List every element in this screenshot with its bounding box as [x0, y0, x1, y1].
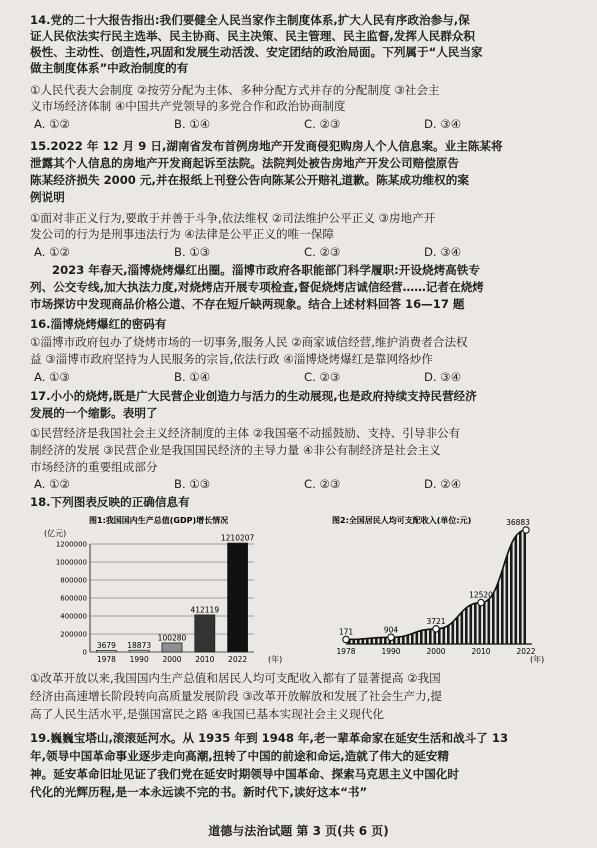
income-point [343, 636, 349, 642]
q16-option-b[interactable]: B. ①④ [174, 370, 211, 384]
gdp-y-tick-label: 1200000 [55, 540, 87, 549]
gdp-y-tick-label: 200000 [60, 630, 87, 639]
material-line-1: 2023 年春天,淄博烧烤爆红出圈。淄博市政府各职能部门科学履职:开设烧烤高铁专 [52, 263, 480, 277]
q16-line-1: 16.淄博烧烤爆红的密码有 [30, 317, 167, 331]
income-value-label: 171 [338, 627, 354, 637]
q17-line-3: ①民营经济是我国社会主义经济制度的主体 ②我国毫不动摇鼓励、支持、引导非公有 [30, 426, 461, 440]
q14-option-b[interactable]: B. ①④ [174, 117, 211, 131]
gdp-bar [195, 615, 215, 652]
q14-line-2: 证人民依法实行民主选举、民主协商、民主决策、民主管理、民主监督,发挥人民群众积 [30, 29, 475, 43]
income-point [433, 626, 439, 632]
gdp-bar [162, 643, 182, 652]
q15-line-2: 泄露其个人信息的房地产开发商起诉至法院。法院判处被告房地产开发公司赔偿原告 [30, 156, 459, 170]
q15-line-5: ①面对非正义行为,要敢于并善于斗争,依法维权 ②司法维护公平正义 ③房地产开 [30, 211, 436, 225]
gdp-y-tick-label: 1000000 [55, 558, 87, 567]
gdp-value-label: 3679 [96, 641, 116, 650]
income-x-tick-label: 2022 [516, 647, 536, 656]
material-line-3: 市场探访中发现商品价格公道、不存在短斤缺两现象。结合上述材料回答 16—17 题 [30, 297, 465, 311]
q14-option-a[interactable]: A. ①② [34, 117, 70, 131]
income-value-label: 3721 [426, 616, 446, 626]
q17-line-1: 17.小小的烧烤,既是广大民营企业创造力与活力的生动展现,也是政府持续支持民营经济 [30, 389, 477, 403]
gdp-bar [228, 543, 248, 652]
q16-option-c[interactable]: C. ②③ [304, 370, 341, 384]
gdp-x-tick-label: 2022 [228, 655, 248, 664]
income-x-tick-label: 1990 [381, 647, 401, 656]
gdp-y-tick-label: 600000 [60, 594, 87, 603]
q15-option-a[interactable]: A. ①② [34, 245, 70, 259]
q16-option-d[interactable]: D. ③④ [424, 370, 462, 384]
gdp-value-label: 18873 [127, 640, 152, 650]
q15-line-3: 陈某经济损失 2000 元,并在报纸上刊登公告向陈某公开赔礼道歉。陈某成功维权的案 [30, 173, 469, 187]
q18-line-1: ①改革开放以来,我国国内生产总值和居民人均可支配收入都有了显著提高 ②我国 [30, 671, 441, 685]
q15-options [34, 244, 574, 260]
q14-options [34, 116, 574, 132]
q14-option-c[interactable]: C. ②③ [304, 117, 341, 131]
q17-option-c[interactable]: C. ②③ [304, 477, 341, 491]
q17-line-2: 发展的一个缩影。表明了 [30, 406, 158, 420]
gdp-y-tick-label: 400000 [60, 612, 87, 621]
q14-option-d[interactable]: D. ③④ [424, 117, 462, 131]
q16-option-a[interactable]: A. ①③ [34, 370, 70, 384]
income-chart-title: 图2:全国居民人均可支配收入(单位:元) [332, 516, 472, 525]
q19-line-4: 代化的光辉历程,是一本永远读不完的书。新时代下,读好这本“书” [30, 785, 368, 799]
gdp-value-label: 412119 [190, 605, 220, 615]
q18-line-2: 经济由高速增长阶段转向高质量发展阶段 ③改革开放解放和发展了社会生产力,提 [30, 689, 442, 703]
income-x-axis [336, 647, 535, 656]
page-footer: 道德与法治试题 第 3 页(共 6 页) [208, 824, 389, 838]
gdp-y-tick-label: 0 [82, 648, 87, 657]
q17-option-b[interactable]: B. ①③ [174, 477, 211, 491]
gdp-x-axis [97, 655, 248, 664]
income-x-unit-label: (年) [530, 655, 545, 664]
q15-line-1: 15.2022 年 12 月 9 日,湖南省发布首例房地产开发商侵犯购房人个人信息案。业主陈某将 [30, 139, 503, 153]
income-value-label: 12520 [469, 590, 493, 600]
gdp-y-unit-label: (亿元) [44, 529, 67, 538]
income-point [478, 599, 484, 605]
income-value-label: 36883 [506, 518, 530, 527]
gdp-chart-title: 图1:我国国内生产总值(GDP)增长情况 [89, 516, 229, 525]
q16-options [34, 369, 574, 385]
q18-stem: 18.下列图表反映的正确信息有 [30, 495, 190, 509]
gdp-value-label: 100280 [157, 633, 187, 643]
income-x-tick-label: 2010 [471, 647, 491, 656]
gdp-x-tick-label: 2010 [195, 655, 215, 664]
q19-line-3: 神。延安革命旧址见证了我们党在延安时期领导中国革命、探索马克思主义中国化时 [30, 767, 459, 781]
income-x-tick-label: 2000 [426, 647, 446, 656]
q14-line-3: 极性、主动性、创造性,巩固和发展生动活泼、安定团结的政治局面。下列属于“人民当家 [30, 45, 483, 59]
q19-line-2: 年,领导中国革命事业逐步走向高潮,扭转了中国的前途和命运,造就了伟大的延安精 [30, 749, 449, 763]
gdp-y-axis [56, 541, 87, 657]
income-area-chart [330, 512, 580, 668]
gdp-x-tick-label: 1978 [96, 655, 116, 664]
q14-line-6: 义市场经济体制 ④中国共产党领导的多党合作和政治协商制度 [30, 99, 346, 113]
gdp-y-tick-label: 800000 [60, 576, 87, 585]
q14-line-1: 14.党的二十大报告指出:我们要健全人民当家作主制度体系,扩大人民有序政治参与,保 [30, 13, 470, 27]
income-x-tick-label: 1978 [336, 647, 356, 656]
q15-option-c[interactable]: C. ②③ [304, 245, 341, 259]
q17-line-4: 制经济的发展 ③民营企业是我国国民经济的主导力量 ④非公有制经济是社会主义 [30, 443, 441, 457]
q17-line-5: 市场经济的重要组成部分 [30, 460, 158, 474]
gdp-x-unit-label: (年) [268, 655, 283, 664]
q15-option-d[interactable]: D. ③④ [424, 245, 462, 259]
income-value-label: 904 [383, 625, 399, 635]
gdp-x-tick-label: 2000 [162, 655, 182, 664]
material-line-2: 列、公交专线,加大执法力度,对烧烤店开展专项检查,督促烧烤店诚信经营……记者在烧烤 [30, 280, 484, 294]
q18-line-3: 高了人民生活水平,是强国富民之路 ④我国已基本实现社会主义现代化 [30, 707, 384, 721]
gdp-bar-chart [44, 512, 306, 668]
q16-line-3: 益 ③淄博市政府坚持为人民服务的宗旨,依法行政 ④淄博烧烤爆红是靠网络炒作 [30, 352, 433, 366]
q14-line-4: 做主制度体系”中政治制度的有 [30, 61, 189, 75]
q15-line-4: 例说明 [30, 190, 65, 204]
income-point [388, 634, 394, 640]
q17-option-d[interactable]: D. ②④ [424, 477, 462, 491]
q19-line-1: 19.巍巍宝塔山,滚滚延河水。从 1935 年到 1948 年,老一辈革命家在延安生活和战斗了 13 [30, 731, 509, 745]
q16-line-2: ①淄博市政府包办了烧烤市场的一切事务,服务人民 ②商家诚信经营,维护消费者合法权 [30, 335, 468, 349]
gdp-x-tick-label: 1990 [129, 655, 149, 664]
q14-line-5: ①人民代表大会制度 ②按劳分配为主体、多种分配方式并存的分配制度 ③社会主 [30, 83, 440, 97]
q15-option-b[interactable]: B. ①③ [174, 245, 211, 259]
gdp-value-label: 1210207 [220, 533, 255, 543]
gdp-bar [129, 650, 149, 652]
income-point [523, 527, 529, 533]
q15-line-6: 发公司的行为是刑事违法行为 ④法律是公平正义的唯一保障 [30, 227, 334, 241]
gdp-bar [96, 651, 116, 653]
q17-option-a[interactable]: A. ①② [34, 477, 70, 491]
q17-options [34, 476, 574, 492]
